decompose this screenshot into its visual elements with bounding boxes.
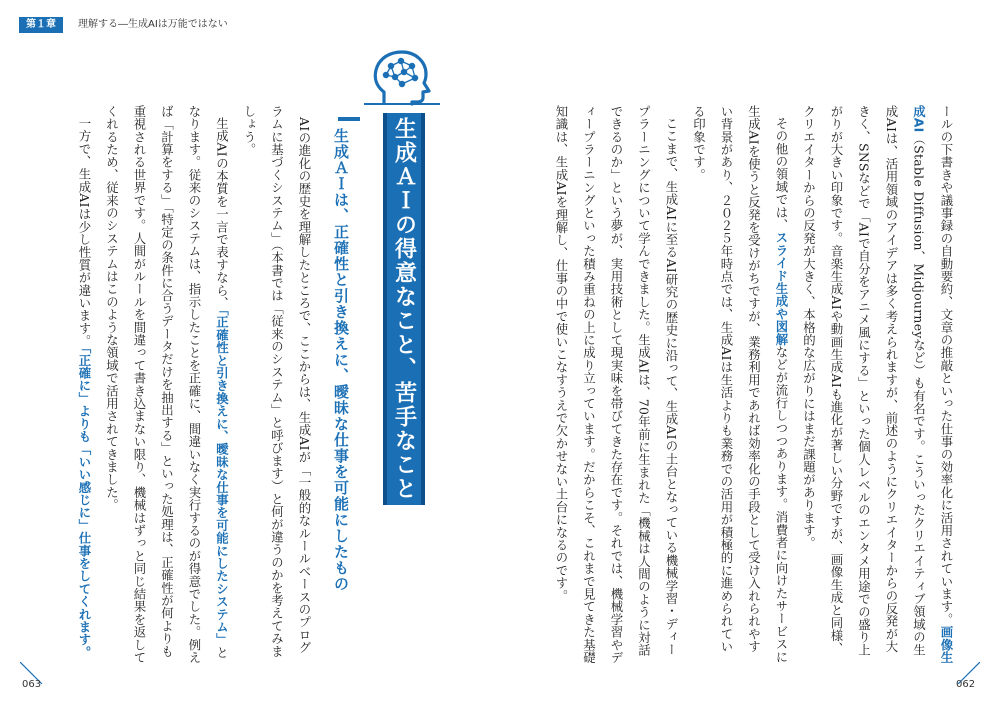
text-run: 一方で、生成AIは少し性質が違います。 bbox=[77, 117, 92, 348]
paragraph bbox=[236, 105, 319, 665]
running-head: 理解する―生成AIは万能ではない bbox=[78, 19, 228, 30]
right-page-number: 062 bbox=[956, 679, 976, 690]
left-page-body bbox=[60, 105, 318, 665]
section-title: 生成ＡＩの得意なこと、苦手なこと bbox=[391, 117, 417, 501]
text-run: （Stable Diffusion、Midjourneyなど）も有名です。こういったクリエイティブ領域の生成AIは、活用領域のアイデアは多く考えられますが、前述のようにクリエイターからの反発が大きく、SNSなどで「AIで自分をアニメ風にする」といった個人レベルのエンタメ用途での盛り上がりが大きい印象です。音楽生成AIや動画生成AIも進化が著しい分野ですが、画像生成と同様、クリエイターからの反発が大きく、本格的な広がりにはまだ課題があります。 bbox=[801, 105, 927, 657]
section-title-box bbox=[383, 113, 425, 505]
text-run: となります。従来のシステムは、指示したことを正確に、間違いなく実行するのが得意でした。例えば「計算をする」「特定の条件に合うデータだけを抽出する」といった処理は、正確性が何よりも重視される世界です。人間がルールを間違って書き込まない限り、機械はずっと同じ結果を返してくれるため、従来のシステムはこのような領域で活用されてきました。 bbox=[104, 105, 230, 664]
left-page-number: 063 bbox=[22, 679, 42, 690]
highlighted-text: 「正確性と引き換えに、曖昧な仕事を可能にしたシステム」 bbox=[214, 309, 230, 647]
text-run: AIの進化の歴史を理解したところで、ここからは、生成AIが「一般的なルールベースのプログラムに基づくシステム」（本書では「従来のシステム」と呼びます）と何が違うのかを考えてみましょう。 bbox=[242, 105, 312, 658]
ai-head-network-icon bbox=[364, 48, 440, 106]
paragraph bbox=[795, 105, 960, 665]
subheading: 生成ＡＩは、正確性と引き換えに、曖昧な仕事を可能にしたもの bbox=[332, 128, 350, 592]
highlighted-text: 「正確に」よりも「いい感じに」仕事をしてくれます。 bbox=[77, 347, 92, 660]
right-page-body bbox=[554, 105, 960, 665]
paragraph bbox=[685, 105, 795, 665]
paragraph bbox=[71, 105, 99, 665]
paragraph bbox=[98, 105, 236, 665]
chapter-tag: 第１章 bbox=[19, 17, 63, 33]
highlighted-text: スライド生成や図解 bbox=[774, 231, 789, 347]
text-run: ールの下書きや議事録の自動要約、文章の推敲といった仕事の効率化に活用されています。 bbox=[939, 105, 954, 626]
highlighted-text: 画像生成AI bbox=[911, 105, 954, 664]
text-run: その他の領域では、 bbox=[774, 117, 789, 232]
text-run: ここまで、生成AIに至るAI研究の歴史に沿って、生成AIの土台となっている機械学習・ディープラーニングについて学んできました。生成AIは、70年前に生まれた「機械は人間のように対話できるのか」という夢が、実用技術として現実味を帯びてきた存在です。それでは、機械学習やディープラーニングといった積み重ねの上に成り立っています。だからこそ、これまで見てきた基礎知識は、生成AIを理解し、仕事の中で使いこなすうえで欠かせない土台になるのです。 bbox=[554, 105, 679, 664]
text-run: 生成AIの本質を一言で表すなら、 bbox=[214, 117, 230, 310]
text-run: などが流行しつつあります。消費者に向けたサービスに生成AIを使うと反発を受けがちですが、業務利用であれば効率化の手段として受け入れられやすい背景があり、２０２５年時点では、生成AIは生活よりも業務での活用が積極的に進められている印象です。 bbox=[691, 105, 789, 664]
subheading-marker bbox=[338, 117, 360, 121]
paragraph bbox=[548, 105, 686, 665]
